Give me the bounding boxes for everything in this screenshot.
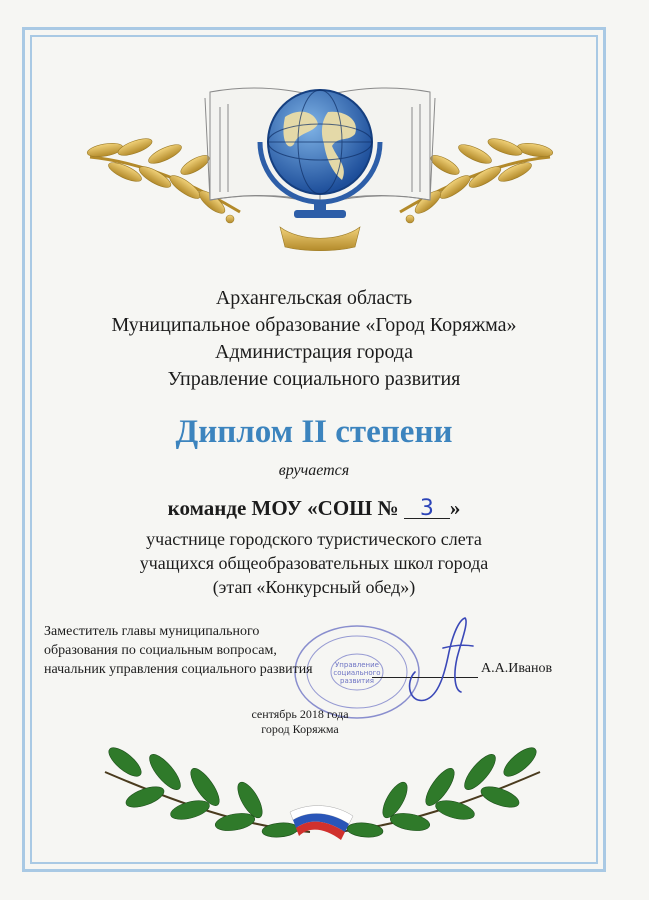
region-line: Архангельская область bbox=[215, 287, 413, 309]
description-line-2: учащихся общеобразовательных школ города bbox=[139, 553, 489, 573]
municipality-line: Муниципальное образование «Город Коряжма» bbox=[111, 314, 517, 336]
diploma-title: Диплом II степени bbox=[175, 414, 453, 450]
stamp-center-1: Управление bbox=[335, 661, 379, 669]
stamp-center-3: развития bbox=[340, 677, 374, 685]
team-prefix: команде МОУ «СОШ № bbox=[167, 496, 404, 520]
department-line: Управление социального развития bbox=[167, 368, 461, 390]
issue-date: сентябрь 2018 года bbox=[251, 707, 349, 721]
team-line bbox=[40, 496, 588, 521]
description-line-3: (этап «Конкурсный обед») bbox=[212, 577, 416, 597]
handwritten-signature bbox=[395, 612, 480, 710]
administration-line: Администрация города bbox=[215, 341, 413, 363]
position-line-2: образования по социальным вопросам, bbox=[44, 643, 277, 658]
olive-branches-flag-icon bbox=[95, 732, 550, 852]
team-suffix: » bbox=[449, 496, 461, 520]
position-line-3: начальник управления социального развития bbox=[44, 662, 313, 677]
organization-header bbox=[40, 285, 588, 393]
position-line-1: Заместитель главы муниципального bbox=[44, 624, 260, 639]
issue-city: город Коряжма bbox=[261, 722, 339, 736]
school-number-handwritten: 3 bbox=[404, 500, 450, 519]
award-description bbox=[40, 527, 588, 599]
signatory-position bbox=[44, 622, 364, 679]
globe-book-laurel-icon bbox=[80, 62, 560, 252]
presented-text: вручается bbox=[278, 462, 350, 479]
signatory-name: А.А.Иванов bbox=[481, 661, 553, 676]
stamp-center-2: социального bbox=[333, 669, 381, 677]
description-line-1: участнице городского туристического слета bbox=[146, 529, 482, 549]
